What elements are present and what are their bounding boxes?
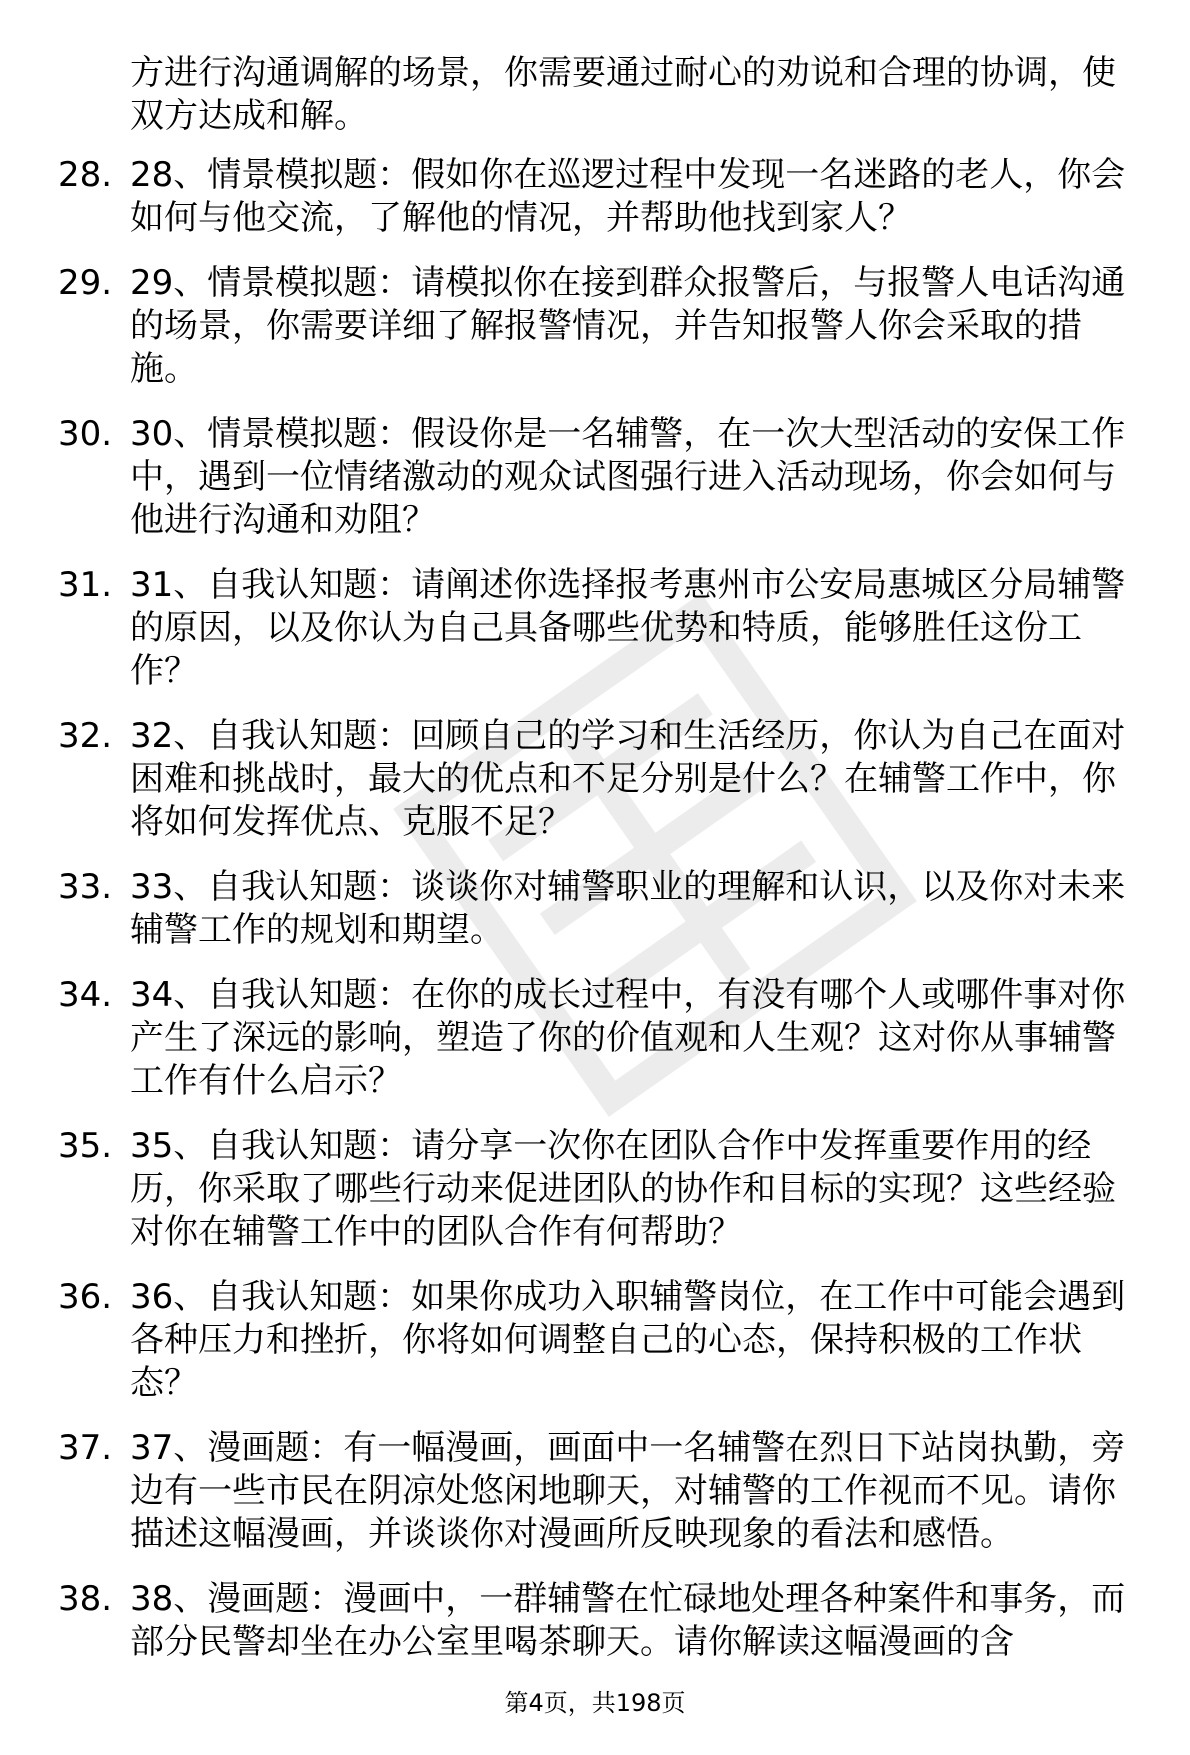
item-text: 34、自我认知题：在你的成长过程中，有没有哪个人或哪件事对你产生了深远的影响，塑造了你的价值观和人生观？这对你从事辅警工作有什么启示？	[130, 975, 1126, 1101]
item-number: 30.	[58, 414, 113, 454]
item-number: 28.	[58, 155, 113, 195]
list-item	[58, 866, 1148, 952]
item-text: 31、自我认知题：请阐述你选择报考惠州市公安局惠城区分局辅警的原因，以及你认为自己具备哪些优势和特质，能够胜任这份工作？	[130, 565, 1126, 691]
list-item	[58, 974, 1148, 1103]
list-item	[58, 564, 1148, 693]
list-item	[58, 1276, 1148, 1405]
list-item	[58, 154, 1148, 240]
list-item	[58, 1125, 1148, 1254]
item-number: 38.	[58, 1579, 113, 1619]
item-text: 38、漫画题：漫画中，一群辅警在忙碌地处理各种案件和事务，而部分民警却坐在办公室里喝茶聊天。请你解读这幅漫画的含	[130, 1579, 1126, 1662]
item-text: 35、自我认知题：请分享一次你在团队合作中发挥重要作用的经历，你采取了哪些行动来促进团队的协作和目标的实现？这些经验对你在辅警工作中的团队合作有何帮助？	[130, 1126, 1116, 1252]
item-text: 32、自我认知题：回顾自己的学习和生活经历，你认为自己在面对困难和挑战时，最大的优点和不足分别是什么？在辅警工作中，你将如何发挥优点、克服不足？	[130, 716, 1126, 842]
list-item	[58, 262, 1148, 391]
item-text: 36、自我认知题：如果你成功入职辅警岗位，在工作中可能会遇到各种压力和挫折，你将如何调整自己的心态，保持积极的工作状态？	[130, 1277, 1126, 1403]
continuation-text: 方进行沟通调解的场景，你需要通过耐心的劝说和合理的协调，使双方达成和解。	[130, 53, 1116, 136]
item-text: 29、情景模拟题：请模拟你在接到群众报警后，与报警人电话沟通的场景，你需要详细了解报警情况，并告知报警人你会采取的措施。	[130, 263, 1126, 389]
item-number: 34.	[58, 975, 113, 1015]
question-list	[58, 52, 1148, 1686]
item-text: 28、情景模拟题：假如你在巡逻过程中发现一名迷路的老人，你会如何与他交流，了解他的情况，并帮助他找到家人？	[130, 155, 1126, 238]
item-number: 35.	[58, 1126, 113, 1166]
page-footer: 第4页，共198页	[504, 1689, 686, 1717]
list-item	[58, 1427, 1148, 1556]
item-number: 36.	[58, 1277, 113, 1317]
item-number: 32.	[58, 716, 113, 756]
item-number: 33.	[58, 867, 113, 907]
item-text: 37、漫画题：有一幅漫画，画面中一名辅警在烈日下站岗执勤，旁边有一些市民在阴凉处悠闲地聊天，对辅警的工作视而不见。请你描述这幅漫画，并谈谈你对漫画所反映现象的看法和感悟。	[130, 1428, 1126, 1554]
list-item	[58, 413, 1148, 542]
item-number: 37.	[58, 1428, 113, 1468]
item-text: 33、自我认知题：谈谈你对辅警职业的理解和认识，以及你对未来辅警工作的规划和期望。	[130, 867, 1126, 950]
item-text: 30、情景模拟题：假设你是一名辅警，在一次大型活动的安保工作中，遇到一位情绪激动的观众试图强行进入活动现场，你会如何与他进行沟通和劝阻？	[130, 414, 1126, 540]
list-item	[58, 1578, 1148, 1664]
item-number: 29.	[58, 263, 113, 303]
item-number: 31.	[58, 565, 113, 605]
list-item	[58, 715, 1148, 844]
